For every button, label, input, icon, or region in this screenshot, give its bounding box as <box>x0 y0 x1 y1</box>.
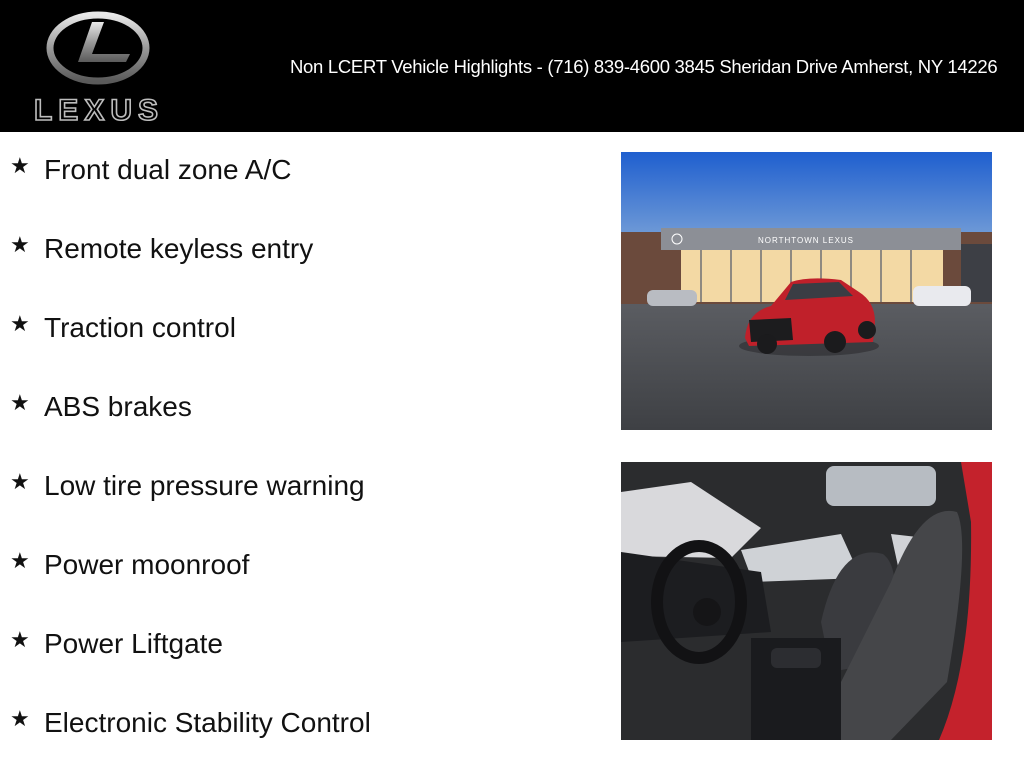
feature-label: Low tire pressure warning <box>44 470 365 501</box>
star-icon: ★ <box>10 627 30 652</box>
feature-item <box>10 622 600 701</box>
lexus-wordmark: LEXUS <box>33 94 165 126</box>
star-icon: ★ <box>10 706 30 731</box>
feature-label: Remote keyless entry <box>44 233 314 264</box>
feature-item <box>10 385 600 464</box>
interior-photo <box>621 462 992 740</box>
lexus-logo <box>8 10 190 126</box>
feature-label: Power moonroof <box>44 549 250 580</box>
feature-item <box>10 227 600 306</box>
feature-item <box>10 701 600 780</box>
star-icon: ★ <box>10 311 30 336</box>
feature-label: Front dual zone A/C <box>44 154 292 185</box>
feature-label: Power Liftgate <box>44 628 223 659</box>
star-icon: ★ <box>10 548 30 573</box>
star-icon: ★ <box>10 153 30 178</box>
header-banner <box>0 0 1024 132</box>
feature-label: Traction control <box>44 312 236 343</box>
feature-item <box>10 464 600 543</box>
feature-item <box>10 543 600 622</box>
star-icon: ★ <box>10 469 30 494</box>
feature-label: ABS brakes <box>44 391 192 422</box>
dealer-info-text: Non LCERT Vehicle Highlights - (716) 839-4600 3845 Sheridan Drive Amherst, NY 14226 <box>290 56 998 77</box>
feature-item <box>10 306 600 385</box>
star-icon: ★ <box>10 390 30 415</box>
star-icon: ★ <box>10 232 30 257</box>
dealership-sign: NORTHTOWN LEXUS <box>757 236 855 245</box>
feature-list <box>10 148 600 780</box>
exterior-photo <box>621 152 992 430</box>
feature-item <box>10 148 600 227</box>
feature-label: Electronic Stability Control <box>44 707 371 738</box>
